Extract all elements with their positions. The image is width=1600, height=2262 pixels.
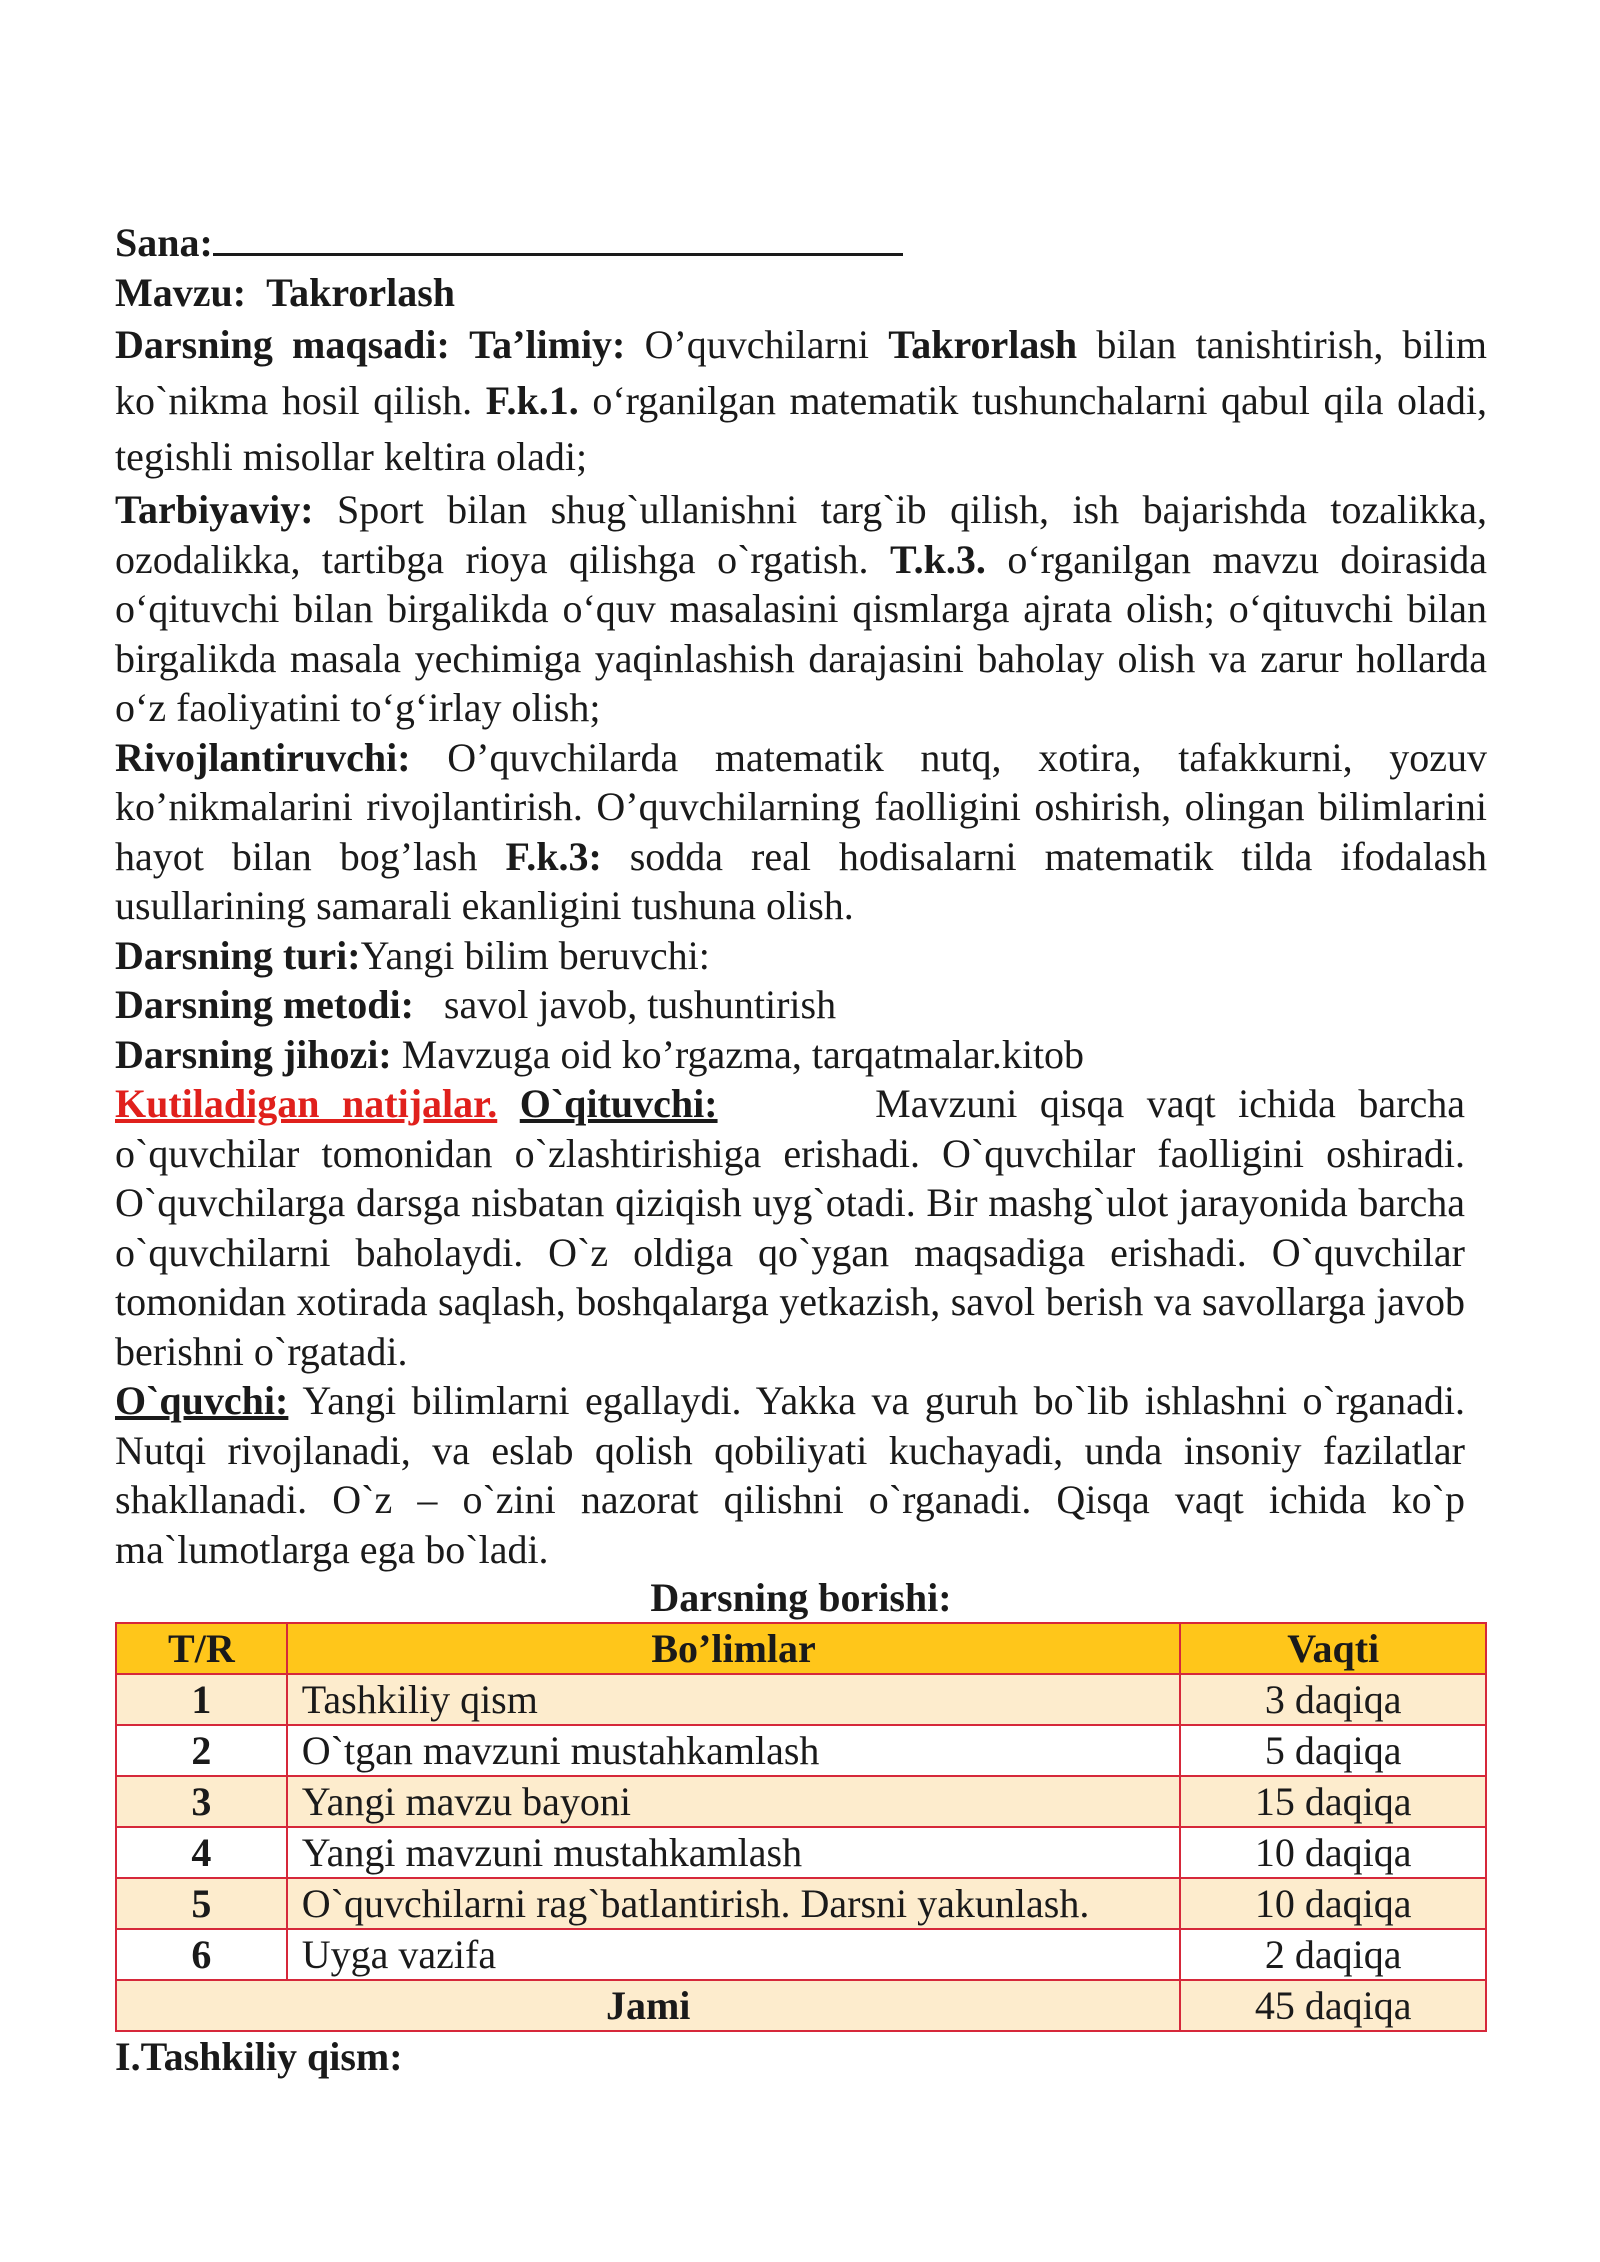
fk3-label: F.k.3: bbox=[505, 833, 602, 879]
lesson-flow-table bbox=[115, 1622, 1487, 2032]
total-time: 45 daqiqa bbox=[1180, 1980, 1486, 2031]
row-number: 2 bbox=[116, 1725, 287, 1776]
topic-label: Mavzu: bbox=[115, 269, 247, 315]
row-section: O`quvchilarni rag`batlantirish. Darsni yakunlash. bbox=[287, 1878, 1181, 1929]
row-time: 15 daqiqa bbox=[1180, 1776, 1486, 1827]
header-sections: Bo’limlar bbox=[287, 1623, 1181, 1674]
goal-text-2: bilan tanishtirish, bilim ko`nikma hosil qilish. bbox=[115, 322, 1488, 423]
row-number: 3 bbox=[116, 1776, 287, 1827]
teacher-outcomes-text: Mavzuni qisqa vaqt ichida barcha o`quvchilar tomonidan o`zlashtirishiga erishadi. O`quvchilar faolligini oshiradi. O`quvchilarga darsga nisbatan qiziqish uyg`otadi. Bir mashg`ulot jarayonida barcha o`quvchilarni baholaydi. O`z oldiga qo`ygan maqsadiga erishadi. O`quvchilar tomonidan xotirada saqlash, boshqalarga yetkazish, savol berish va savollarga javob berishni o`rgatadi. bbox=[115, 1081, 1465, 1374]
row-time: 3 daqiqa bbox=[1180, 1674, 1486, 1725]
section-heading-text: I.Tashkiliy qism: bbox=[115, 2034, 403, 2079]
topic-value: Takrorlash bbox=[266, 269, 456, 315]
row-time: 10 daqiqa bbox=[1180, 1878, 1486, 1929]
header-number: T/R bbox=[116, 1623, 287, 1674]
upbringing-label: Tarbiyaviy: bbox=[115, 487, 314, 532]
lesson-method-value: savol javob, tushuntirish bbox=[443, 982, 837, 1027]
row-section: Yangi mavzu bayoni bbox=[287, 1776, 1181, 1827]
tk3-text: o‘rganilgan mavzu doirasida o‘qituvchi bilan birgalikda o‘quv masalasini qismlarga ajrata olish; o‘qituvchi bilan birgalikda masala yechimiga yaqinlashish darajasini baholay olish va zarur hollarda o‘z faoliyatini to‘g‘irlay olish; bbox=[115, 536, 1488, 730]
row-section: Uyga vazifa bbox=[287, 1929, 1181, 1980]
upbringing-text: Sport bilan shug`ullanishni targ`ib qilish, ish bajarishda tozalikka, ozodalikka, tartibga rioya qilishga o`rgatish. bbox=[115, 487, 1488, 582]
table-row bbox=[116, 1878, 1486, 1929]
tk3-label: T.k.3. bbox=[889, 536, 986, 582]
lesson-equipment-value: Mavzuga oid ko’rgazma, tarqatmalar.kitob bbox=[401, 1031, 1085, 1077]
upbringing-paragraph bbox=[115, 485, 1487, 733]
student-outcomes-text: Yangi bilimlarni egallaydi. Yakka va guruh bo`lib ishlashni o`rganadi. Nutqi rivojlanadi, va eslab qolish qobiliyati kuchayadi, unda insoniy fazilatlar shakllanadi. O`z – o`zini nazorat qilishni o`rganadi. Qisqa vaqt ichida ko`p ma`lumotlarga ega bo`ladi. bbox=[115, 1378, 1465, 1572]
student-outcomes-paragraph bbox=[115, 1376, 1487, 1574]
goal-paragraph bbox=[115, 317, 1487, 485]
developmental-label: Rivojlantiruvchi: bbox=[115, 734, 411, 780]
goal-label: Darsning maqsadi: bbox=[115, 322, 450, 367]
section-heading bbox=[115, 2032, 1487, 2082]
fk1-label: F.k.1. bbox=[485, 378, 579, 423]
row-section: O`tgan mavzuni mustahkamlash bbox=[287, 1725, 1181, 1776]
date-line bbox=[115, 218, 1487, 268]
total-label: Jami bbox=[116, 1980, 1180, 2031]
fk3-text: sodda real hodisalarni matematik tilda ifodalash usullarining samarali ekanligini tushuna olish. bbox=[115, 833, 1488, 928]
table-row bbox=[116, 1674, 1486, 1725]
topic-line bbox=[115, 268, 1487, 318]
row-number: 6 bbox=[116, 1929, 287, 1980]
lesson-equipment-line bbox=[115, 1030, 1487, 1080]
row-number: 4 bbox=[116, 1827, 287, 1878]
developmental-text: O’quvchilarda matematik nutq, xotira, tafakkurni, yozuv ko’nikmalarini rivojlantirish. O’quvchilarning faolligini oshirish, olingan bilimlarini hayot bilan bog’lash bbox=[115, 734, 1488, 879]
fk1-text: o‘rganilgan matematik tushunchalarni qabul qila oladi, tegishli misollar keltira oladi; bbox=[115, 378, 1488, 479]
teacher-label: O`qituvchi: bbox=[519, 1081, 718, 1126]
table-row bbox=[116, 1725, 1486, 1776]
expected-results-label: Kutiladigan natijalar. bbox=[115, 1081, 498, 1126]
lesson-type-label: Darsning turi: bbox=[115, 932, 361, 978]
row-time: 10 daqiqa bbox=[1180, 1827, 1486, 1878]
lesson-method-line bbox=[115, 980, 1487, 1030]
lesson-equipment-label: Darsning jihozi: bbox=[115, 1031, 392, 1077]
header-time: Vaqti bbox=[1180, 1623, 1486, 1674]
row-number: 5 bbox=[116, 1878, 287, 1929]
goal-text-1: O’quvchilarni bbox=[644, 322, 869, 367]
date-label: Sana: bbox=[115, 220, 213, 265]
row-number: 1 bbox=[116, 1674, 287, 1725]
teacher-outcomes-paragraph bbox=[115, 1079, 1487, 1376]
row-section: Tashkiliy qism bbox=[287, 1674, 1181, 1725]
table-row bbox=[116, 1929, 1486, 1980]
date-blank bbox=[213, 219, 903, 256]
goal-topic: Takrorlash bbox=[888, 322, 1078, 367]
lesson-type-line bbox=[115, 931, 1487, 981]
row-time: 5 daqiqa bbox=[1180, 1725, 1486, 1776]
educational-label: Ta’limiy: bbox=[469, 322, 626, 367]
row-time: 2 daqiqa bbox=[1180, 1929, 1486, 1980]
lesson-flow-title: Darsning borishi: bbox=[650, 1575, 952, 1620]
lesson-method-label: Darsning metodi: bbox=[115, 982, 414, 1027]
developmental-paragraph bbox=[115, 733, 1487, 931]
row-section: Yangi mavzuni mustahkamlash bbox=[287, 1827, 1181, 1878]
table-header-row bbox=[116, 1623, 1486, 1674]
lesson-plan bbox=[115, 218, 1487, 2082]
table-row bbox=[116, 1776, 1486, 1827]
lesson-type-value: Yangi bilim beruvchi: bbox=[360, 932, 710, 978]
table-total-row bbox=[116, 1980, 1486, 2031]
student-label: O`quvchi: bbox=[115, 1378, 289, 1423]
table-row bbox=[116, 1827, 1486, 1878]
